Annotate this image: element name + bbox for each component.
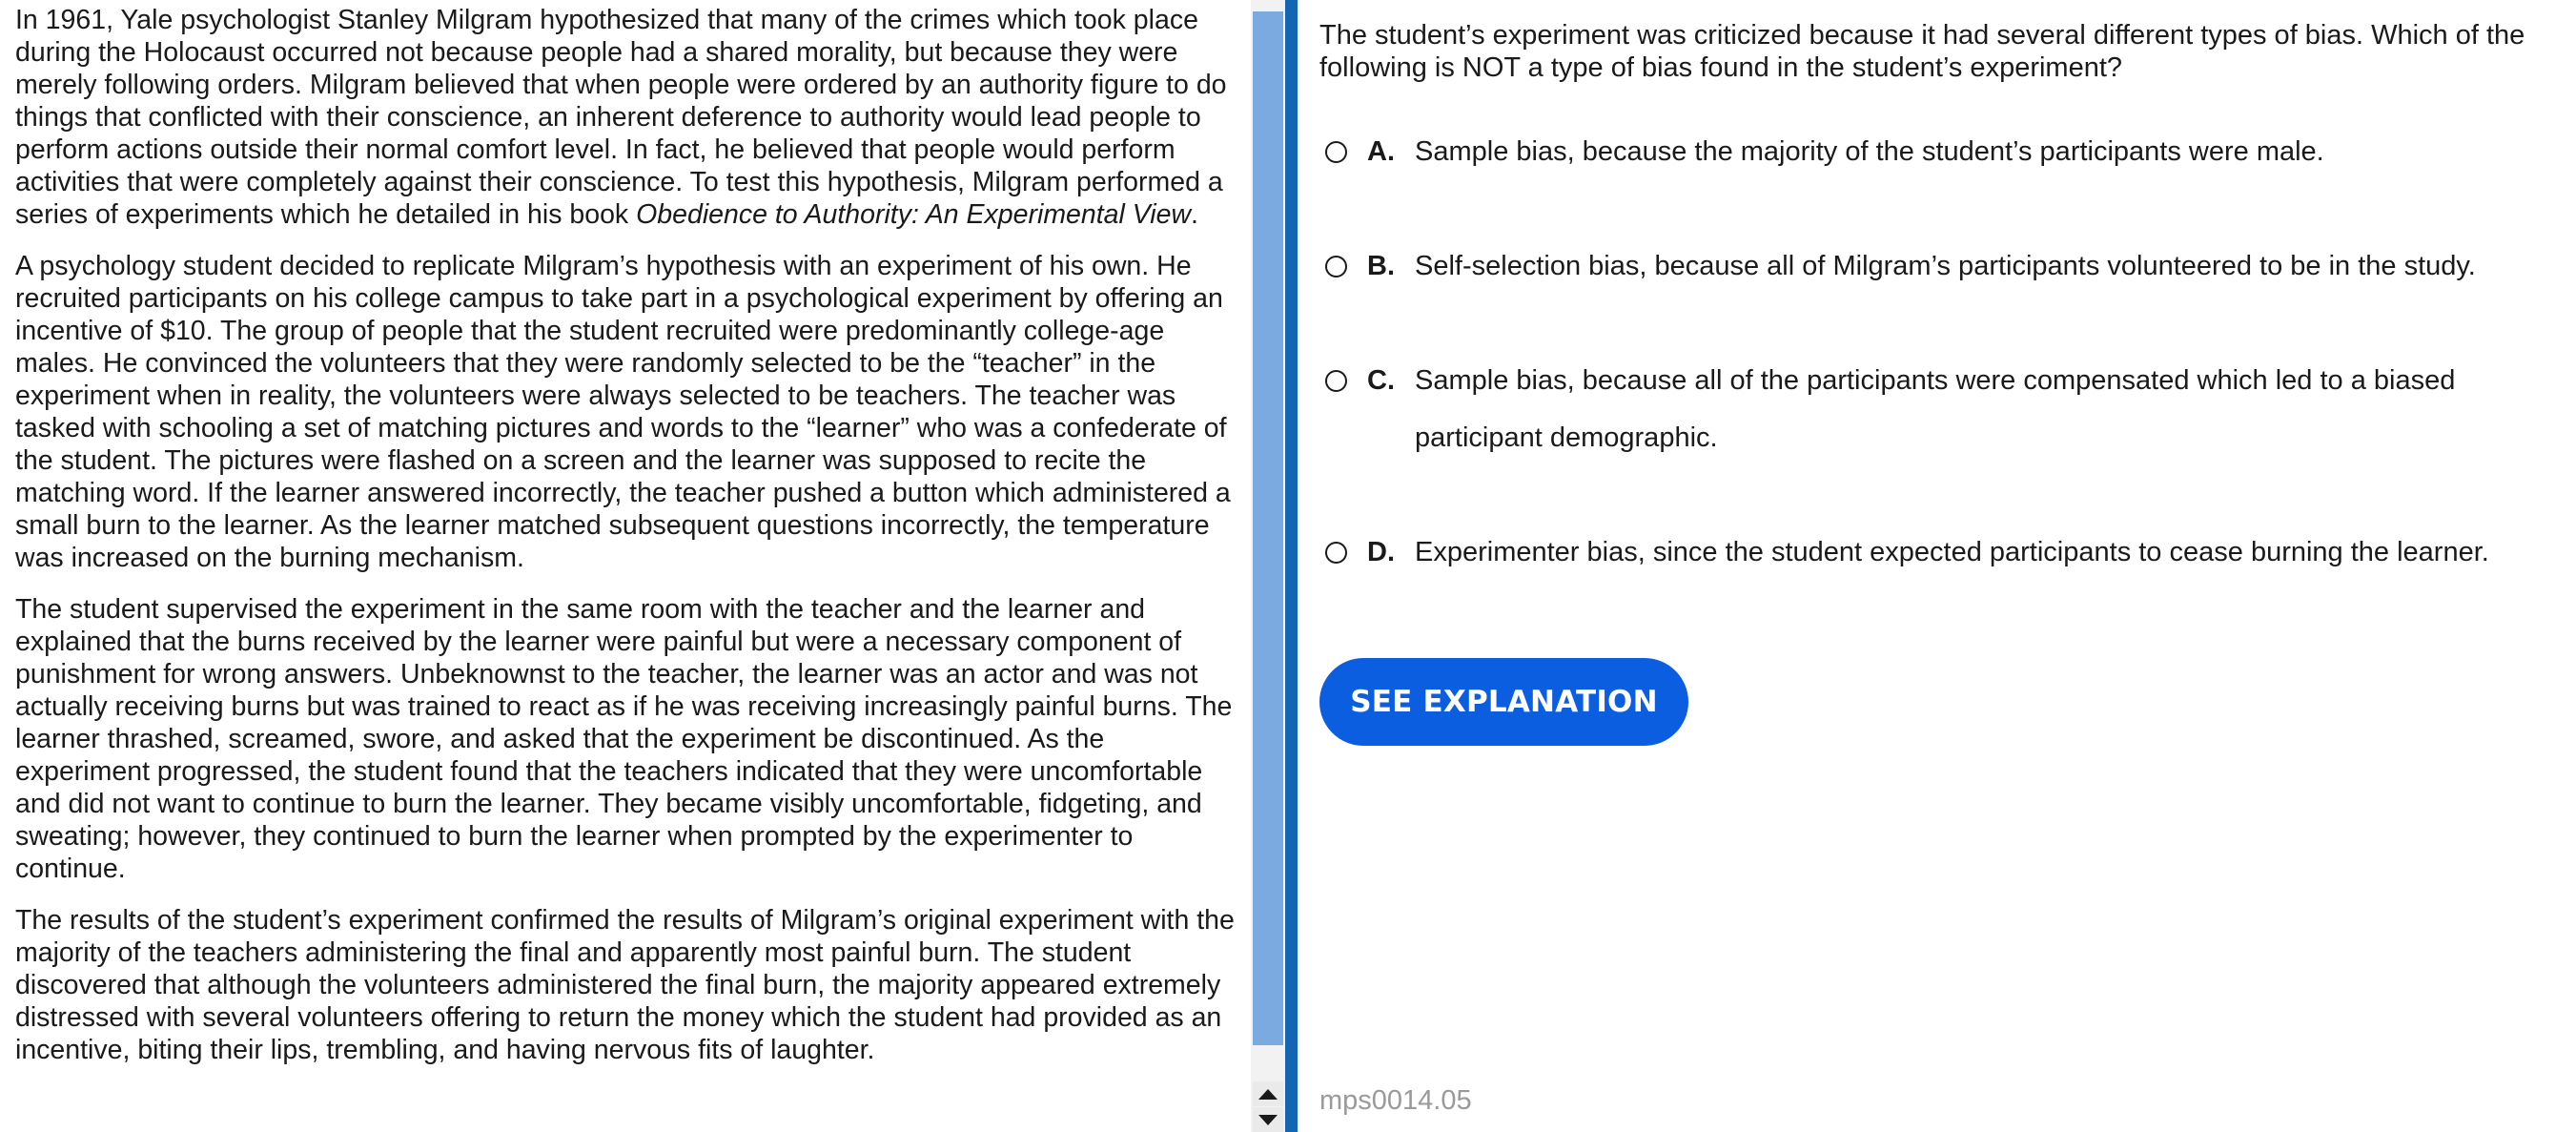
passage-paragraph-2: A psychology student decided to replicate Milgram’s hypothesis with an experiment of his own. He recruited participants on his college campus to take part in a psychological experiment by offering an incentive of $10. The group of people that the student recruited were predominantly college-age males. He convinced the volunteers that they were randomly selected to be the “teacher” in the experiment when in reality, the volunteers were always selected to be teachers. The teacher was tasked with schooling a set of matching pictures and words to the “learner” who was a confederate of the student. The pictures were flashed on a screen and the learner was supposed to recite the matching word. If the learner answered incorrectly, the teacher pushed a button which administered a small burn to the learner. As the learner matched subsequent questions incorrectly, the temperature was increased on the burning mechanism. [15,251,1231,573]
item-id-label: mps0014.05 [1319,1085,1472,1116]
radio-icon[interactable] [1325,370,1347,392]
scroll-down-button[interactable] [1253,1107,1283,1132]
scroll-up-button[interactable] [1253,1081,1283,1106]
passage-p1-text: In 1961, Yale psychologist Stanley Milgram hypothesized that many of the crimes which took place during the Holocaust occurred not because people had a shared morality, but because they were merely following orders. Milgram believed that when people were ordered by an authority figure to do things that conflicted with their conscience, an inherent deference to authority would lead people to perform actions outside their normal comfort level. In fact, he believed that people would perform activities that were completely against their conscience. To test this hypothesis, Milgram performed a series of experiments which he detailed in his book [15,5,1227,230]
radio-icon[interactable] [1325,542,1347,564]
arrow-up-icon [1258,1089,1278,1100]
choice-letter: D. [1367,537,1395,567]
passage-p1-end: . [1191,199,1198,230]
question-stem: The student’s experiment was criticized because it had several different types of bias. Which of the following is NOT a type of bias found in the student’s experiment? [1319,20,2525,83]
pane-divider[interactable] [1285,0,1298,1132]
radio-icon[interactable] [1325,256,1347,278]
answer-choice-c[interactable] [1319,364,2568,466]
arrow-down-icon [1258,1115,1278,1125]
passage-paragraph-1 [15,4,1237,231]
choice-text: Self-selection bias, because all of Milgram’s participants volunteered to be in the study. [1415,251,2476,281]
reading-passage [0,0,1251,1132]
answer-choice-a[interactable] [1319,135,2568,168]
choice-letter: A. [1367,136,1395,167]
scrollbar-thumb[interactable] [1253,11,1283,1045]
choice-text: Sample bias, because all of the participants were compensated which led to a biased participant demographic. [1415,365,2456,453]
passage-scrollbar[interactable] [1251,0,1285,1132]
answer-choice-d[interactable] [1319,536,2568,568]
book-title: Obedience to Authority: An Experimental View [636,199,1192,230]
passage-paragraph-3: The student supervised the experiment in the same room with the teacher and the learner and explained that the burns received by the learner were painful but were a necessary component of punishment for wrong answers. Unbeknownst to the teacher, the learner was an actor and was not actually receiving burns but was trained to react as if he was receiving increasingly painful burns. The learner thrashed, screamed, swore, and asked that the experiment be discontinued. As the experiment progressed, the student found that the teachers indicated that they were uncomfortable and did not want to continue to burn the learner. They became visibly uncomfortable, fidgeting, and sweating; however, they continued to burn the learner when prompted by the experimenter to continue. [15,594,1233,884]
passage-paragraph-4: The results of the student’s experiment confirmed the results of Milgram’s original experiment with the majority of the teachers administering the final and apparently most painful burn. The student discovered that although the volunteers administered the final burn, the majority appeared extremely distressed with several volunteers offering to return the money which the student had provided as an incentive, biting their lips, trembling, and having nervous fits of laughter. [15,905,1235,1065]
answer-choice-b[interactable] [1319,250,2568,282]
radio-icon[interactable] [1325,141,1347,163]
choice-text: Experimenter bias, since the student expected participants to cease burning the learner. [1415,537,2489,567]
question-pane [1319,0,2568,1132]
choice-text: Sample bias, because the majority of the student’s participants were male. [1415,136,2324,167]
choice-letter: C. [1367,365,1395,396]
choice-letter: B. [1367,251,1395,281]
see-explanation-button[interactable]: SEE EXPLANATION [1319,658,1688,746]
